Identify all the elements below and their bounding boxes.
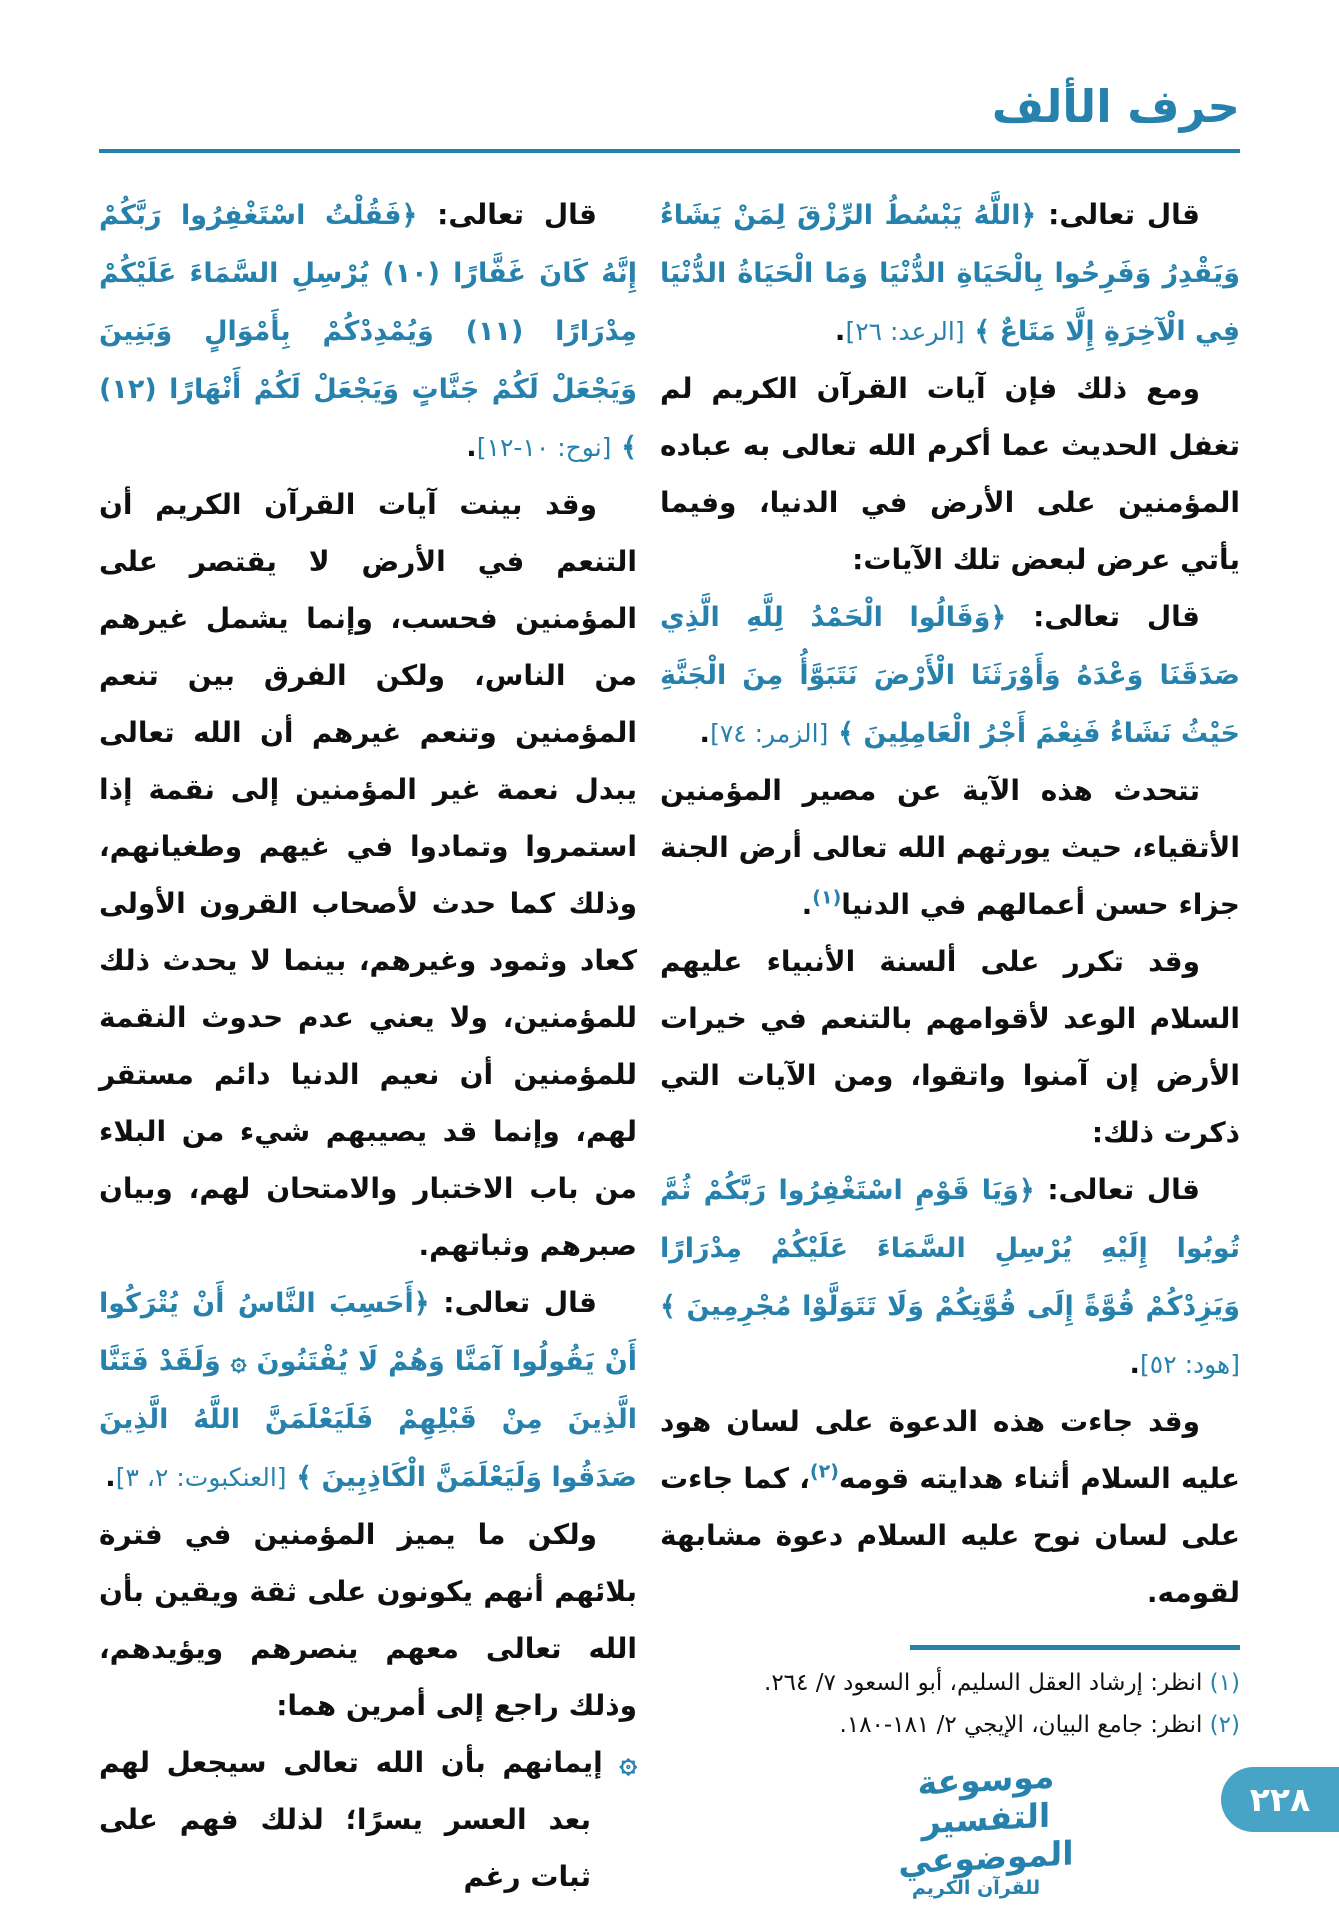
footnote-marker: (٢) <box>809 1460 839 1483</box>
verse-reference: [نوح: ١٠-١٢] <box>476 433 612 462</box>
verse-intro: قال تعالى: <box>1048 198 1201 231</box>
quran-verse: ﴿وَقَالُوا الْحَمْدُ لِلَّهِ الَّذِي صَدَقَنَا وَعْدَهُ وَأَوْرَثَنَا الْأَرْضَ نَتَبَوَّأُ مِنَ الْجَنَّةِ حَيْثُ نَشَاءُ فَنِعْمَ أَجْرُ الْعَامِلِينَ ﴾ <box>660 602 1240 749</box>
verse-reference: [الرعد: ٢٦] <box>845 317 965 346</box>
paragraph: وقد تكرر على ألسنة الأنبياء عليهم السلام الوعد لأقوامهم بالتنعم في خيرات الأرض إن آمنوا واتقوا، ومن الآيات التي ذكرت ذلك: <box>660 945 1240 1149</box>
page-number: ٢٢٨ <box>1249 1780 1311 1819</box>
footnote-text: انظر: جامع البيان، الإيجي ٢/ ١٨١-١٨٠. <box>839 1712 1203 1738</box>
footnote-number: (٢) <box>1209 1712 1240 1738</box>
quran-verse: ﴿اللَّهُ يَبْسُطُ الرِّزْقَ لِمَنْ يَشَاءُ وَيَقْدِرُ وَفَرِحُوا بِالْحَيَاةِ الدُّنْيَا وَمَا الْحَيَاةُ الدُّنْيَا فِي الْآخِرَةِ إِلَّا مَتَاعٌ ﴾ <box>660 200 1240 347</box>
verse-intro: قال تعالى: <box>1033 600 1201 633</box>
paragraph: وقد بينت آيات القرآن الكريم أن التنعم في الأرض لا يقتصر على المؤمنين فحسب، وإنما يشمل غيرهم من الناس، ولكن الفرق بين تنعم المؤمنين وتنعم غيرهم أن الله تعالى يبدل نعمة غير المؤمنين إلى نقمة إذا استمروا وتمادوا في غيهم وطغيانهم، وذلك كما حدث لأصحاب القرون الأولى كعاد وثمود وغيرهم، بينما لا يحدث ذلك للمؤمنين، ولا يعني عدم حدوث النقمة للمؤمنين أن نعيم الدنيا دائم مستقر لهم، وإنما قد يصيبهم شيء من البلاء من باب الاختبار والامتحان لهم، وبيان صبرهم وثباتهم. <box>99 488 637 1262</box>
verse-paragraph <box>660 186 1240 360</box>
verse-reference: [هود: ٥٢] <box>1140 1350 1240 1379</box>
page-number-badge <box>1221 1767 1339 1832</box>
footnote-marker: (١) <box>812 886 842 909</box>
quran-verse: ﴿فَقُلْتُ اسْتَغْفِرُوا رَبَّكُمْ إِنَّهُ كَانَ غَفَّارًا (١٠) يُرْسِلِ السَّمَاءَ عَلَيْكُمْ مِدْرَارًا (١١) وَيُمْدِدْكُمْ بِأَمْوَالٍ وَبَنِينَ وَيَجْعَلْ لَكُمْ جَنَّاتٍ وَيَجْعَلْ لَكُمْ أَنْهَارًا (١٢) ﴾ <box>99 200 637 463</box>
footnote-divider <box>910 1645 1240 1650</box>
paragraph: ولكن ما يميز المؤمنين في فترة بلائهم أنهم يكونون على ثقة ويقين بأن الله تعالى معهم ينصرهم ويؤيدهم، وذلك راجع إلى أمرين هما: <box>99 1518 637 1722</box>
verse-paragraph <box>99 1274 637 1506</box>
paragraph <box>660 762 1240 933</box>
rub-el-hizb-bullet-icon: ۞ <box>619 1745 638 1780</box>
footnote-item <box>660 1704 1240 1746</box>
verse-paragraph <box>660 1161 1240 1393</box>
period: . <box>699 716 711 749</box>
bullet-text: إيمانهم بأن الله تعالى سيجعل لهم بعد العسر يسرًا؛ لذلك فهم على ثبات رغم <box>99 1746 603 1893</box>
period: . <box>1129 1347 1141 1380</box>
footnote-item <box>660 1662 1240 1704</box>
publisher-logo-subtitle: للقرآن الكريم <box>911 1877 1041 1899</box>
paragraph-text: تتحدث هذه الآية عن مصير المؤمنين الأتقياء، حيث يورثهم الله تعالى أرض الجنة جزاء حسن أعمالهم في الدنيا <box>660 774 1240 921</box>
publisher-logo-title: موسوعة التفسير الموضوعي <box>898 1756 1074 1882</box>
verse-reference: [الزمر: ٧٤] <box>710 719 829 748</box>
verse-intro: قال تعالى: <box>443 1286 598 1319</box>
period: . <box>466 430 477 463</box>
paragraph-text: . <box>801 888 813 921</box>
chapter-title: حرف الألف <box>991 80 1240 133</box>
verse-reference: [العنكبوت: ٢، ٣] <box>115 1463 287 1492</box>
paragraph-text: ، كما جاءت على لسان نوح عليه السلام دعوة مشابهة لقومه. <box>660 1462 1240 1609</box>
quran-verse: ﴿وَيَا قَوْمِ اسْتَغْفِرُوا رَبَّكُمْ ثُمَّ تُوبُوا إِلَيْهِ يُرْسِلِ السَّمَاءَ عَلَيْكُمْ مِدْرَارًا وَيَزِدْكُمْ قُوَّةً إِلَى قُوَّتِكُمْ وَلَا تَتَوَلَّوْا مُجْرِمِينَ ﴾ <box>660 1175 1240 1322</box>
column-left <box>99 186 637 1905</box>
verse-intro: قال تعالى: <box>1047 1173 1201 1206</box>
period: . <box>105 1460 116 1493</box>
quran-verse: ﴿أَحَسِبَ النَّاسُ أَنْ يُتْرَكُوا أَنْ يَقُولُوا آمَنَّا وَهُمْ لَا يُفْتَنُونَ ۞ وَلَقَدْ فَتَنَّا الَّذِينَ مِنْ قَبْلِهِمْ فَلَيَعْلَمَنَّ اللَّهُ الَّذِينَ صَدَقُوا وَلَيَعْلَمَنَّ الْكَاذِبِينَ ﴾ <box>99 1288 637 1493</box>
verse-intro: قال تعالى: <box>437 198 597 231</box>
paragraph-text: وقد جاءت هذه الدعوة على لسان هود عليه السلام أثناء هدايته قومه <box>660 1405 1240 1495</box>
footnote-text: انظر: إرشاد العقل السليم، أبو السعود ٧/ ٢٦٤. <box>764 1670 1203 1696</box>
column-right <box>660 186 1240 1746</box>
verse-paragraph <box>660 588 1240 762</box>
header-divider <box>99 149 1240 153</box>
period: . <box>834 314 846 347</box>
bullet-paragraph <box>99 1734 637 1905</box>
paragraph <box>660 1393 1240 1621</box>
verse-paragraph <box>99 186 637 476</box>
footnotes <box>660 1662 1240 1746</box>
paragraph: ومع ذلك فإن آيات القرآن الكريم لم تغفل الحديث عما أكرم الله تعالى به عباده المؤمنين على الأرض في الدنيا، وفيما يأتي عرض لبعض تلك الآيات: <box>660 372 1240 576</box>
publisher-logo <box>858 1756 1114 1899</box>
footnote-number: (١) <box>1209 1670 1240 1696</box>
